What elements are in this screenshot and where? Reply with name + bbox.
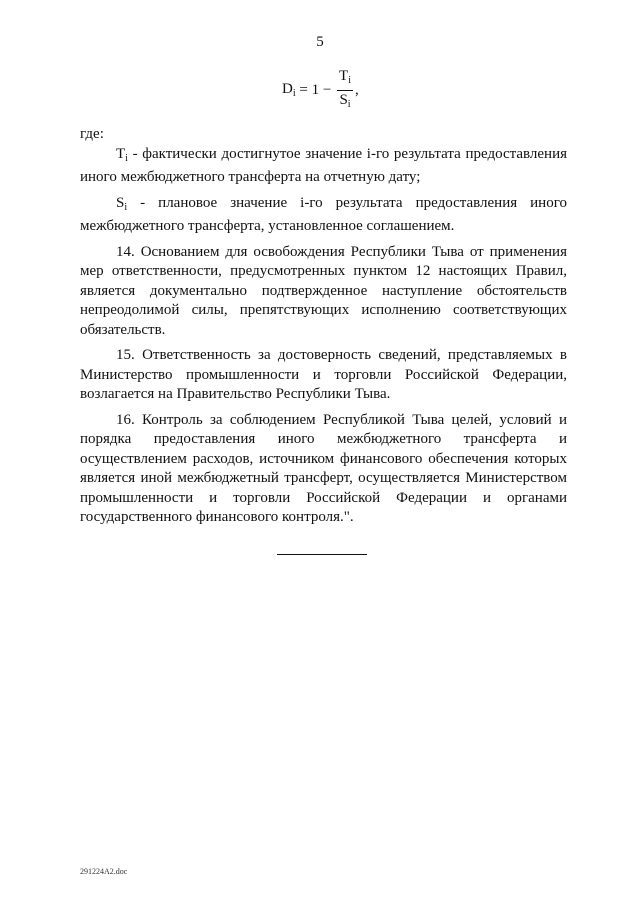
definition-s: $S_i$ - плановое значение i-го результата предоставления иного межбюджетного трансферта, установленное соглашением. bbox=[80, 194, 567, 234]
definition-t: $T_i$ - фактически достигнутое значение i-го результата предоставления иного межбюджетного трансферта на отчетную дату; bbox=[80, 145, 567, 185]
paragraph-16: 16. Контроль за соблюдением Республикой Тыва целей, условий и порядка предоставления иного межбюджетного трансферта и осуществлением расходов, источником финансового обеспечения которых является иной межбюджетный трансферт, осуществляется Министерством промышленности и торговли Российской Федерации и органами государственного финансового контроля.". bbox=[80, 411, 567, 525]
symbol-s: $S_i$ bbox=[116, 194, 128, 213]
separator-line bbox=[277, 554, 367, 555]
document-body bbox=[80, 125, 567, 528]
formula-trailing-comma: , bbox=[355, 81, 359, 98]
paragraph-15: 15. Ответственность за достоверность сведений, представляемых в Министерство промышленности и торговли Российской Федерации, возлагается на Правительство Республики Тыва. bbox=[80, 347, 567, 402]
formula-numerator: $T_i$ bbox=[337, 68, 353, 91]
formula-denominator: $S_i$ bbox=[339, 91, 351, 110]
formula bbox=[282, 68, 359, 112]
paragraph-14: 14. Основанием для освобождения Республики Тыва от применения мер ответственности, предусмотренных пунктом 12 настоящих Правил, является документально подтвержденное наступление обстоятельств непреодолимой силы, препятствующих исполнению соответствующих обязательств. bbox=[80, 243, 567, 338]
where-label: где: bbox=[80, 126, 104, 142]
page-number: 5 bbox=[316, 34, 324, 50]
formula-fraction bbox=[337, 68, 353, 113]
formula-equals: = 1 − bbox=[295, 81, 336, 98]
formula-lhs: $D_i$ bbox=[282, 81, 296, 99]
footer-file-code: 291224A2.doc bbox=[80, 867, 128, 876]
symbol-t: $T_i$ bbox=[116, 145, 128, 164]
